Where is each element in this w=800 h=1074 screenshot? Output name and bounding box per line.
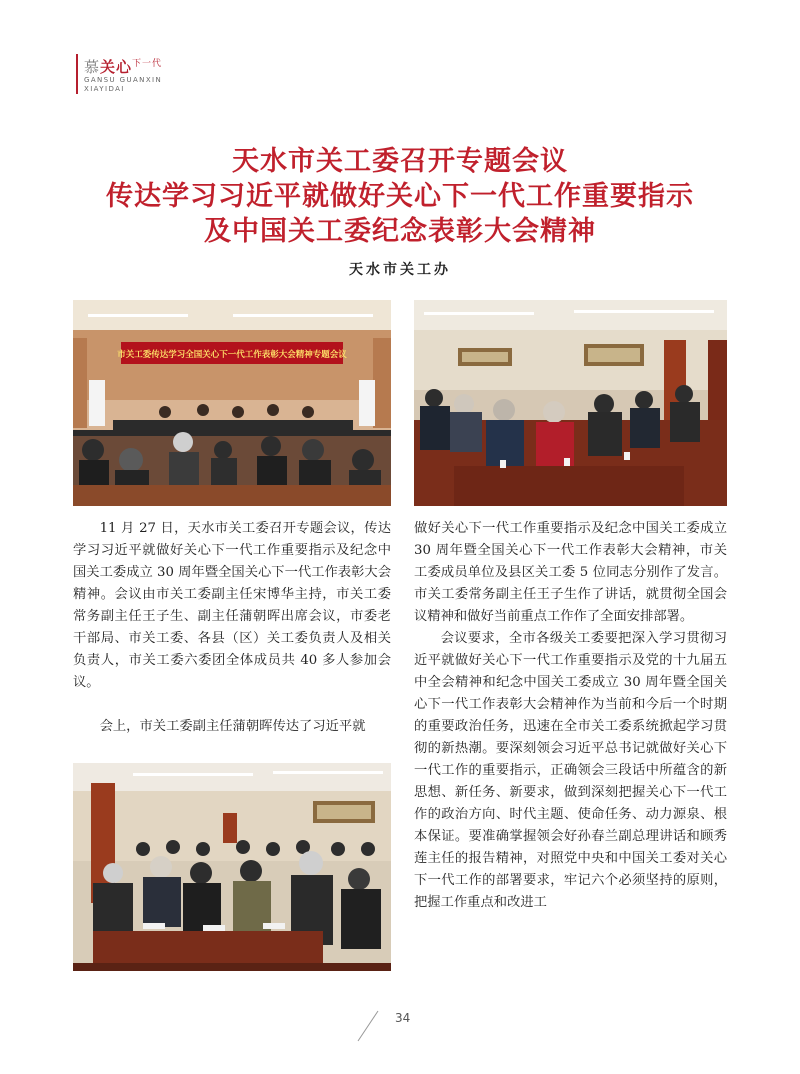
- article-column-1: [73, 518, 391, 694]
- article-title-line-3: 及中国关工委纪念表彰大会精神: [204, 216, 596, 247]
- brand-logo: [84, 56, 162, 77]
- brand-pinyin-line2: XIAYIDAI: [84, 85, 125, 93]
- meeting-photo-1: [73, 300, 391, 506]
- meeting-photo-3: [73, 763, 391, 971]
- brand-logo-char: 慕: [84, 58, 101, 76]
- brand-logo-sub: 下一代: [132, 59, 163, 69]
- paragraph-2: 会上，市关工委副主任蒲朝晖传达了习近平就: [99, 719, 366, 734]
- brand-pinyin-line1: GANSU GUANXIN: [84, 76, 163, 84]
- photo1-banner-text: 市关工委传达学习全国关心下一代工作表彰大会精神专题会议: [117, 350, 347, 360]
- article-title-line-1: 天水市关工委召开专题会议: [232, 146, 568, 177]
- paragraph-4: 会议要求，全市各级关工委要把深入学习贯彻习近平就做好关心下一代工作重要指示及党的十九届五中全会精神和纪念中国关工委成立 30 周年暨全国关心下一代工作表彰大会精神作为当前和今后一个时期的重要政治任务，迅速在全市关工委系统掀起学习贯彻的新热潮。要深刻领会习近平总书记就做好关心下一代工作的重要指示，正确领会三段话中所蕴含的新思想、新任务、新要求，做到深刻把握关心下一代工作的政治方向、时代主题、使命任务、动力源泉、根本保证。要准确掌握领会好孙春兰副总理讲话和顾秀莲主任的报告精神，对照党中央和中国关工委对关心下一代工作的部署要求，牢记六个必须坚持的原则，把握工作重点和改进工: [414, 631, 727, 910]
- article-column-2: [414, 518, 727, 914]
- article-title-line-2: 传达学习习近平就做好关心下一代工作重要指示: [106, 181, 694, 212]
- brand-bar: [76, 54, 78, 94]
- article-column-1-continued: [73, 716, 391, 738]
- meeting-photo-2: [414, 300, 727, 506]
- paragraph-3: 做好关心下一代工作重要指示及纪念中国关工委成立 30 周年暨全国关心下一代工作表彰大会精神，市关工委成员单位及县区关工委 5 位同志分别作了发言。市关工委常务副主任王子生作了讲话，就贯彻全国会议精神和做好当前重点工作作了全面安排部署。: [414, 521, 727, 624]
- page-decoration: [356, 1009, 380, 1043]
- magazine-brand: [76, 54, 196, 94]
- page-number: 34: [395, 1011, 411, 1025]
- paragraph-1: 11 月 27 日，天水市关工委召开专题会议，传达学习习近平就做好关心下一代工作重要指示及纪念中国关工委成立 30 周年暨全国关心下一代工作表彰大会精神。会议由市关工委副主任宋博华主持，市关工委常务副主任王子生、副主任蒲朝晖出席会议，市委老干部局、市关工委、各县（区）关工委负责人及相关负责人，市关工委六委团全体成员共 40 多人参加会议。: [73, 521, 391, 690]
- article-author: 天水市关工办: [349, 262, 451, 278]
- brand-logo-main: 关心: [100, 58, 133, 76]
